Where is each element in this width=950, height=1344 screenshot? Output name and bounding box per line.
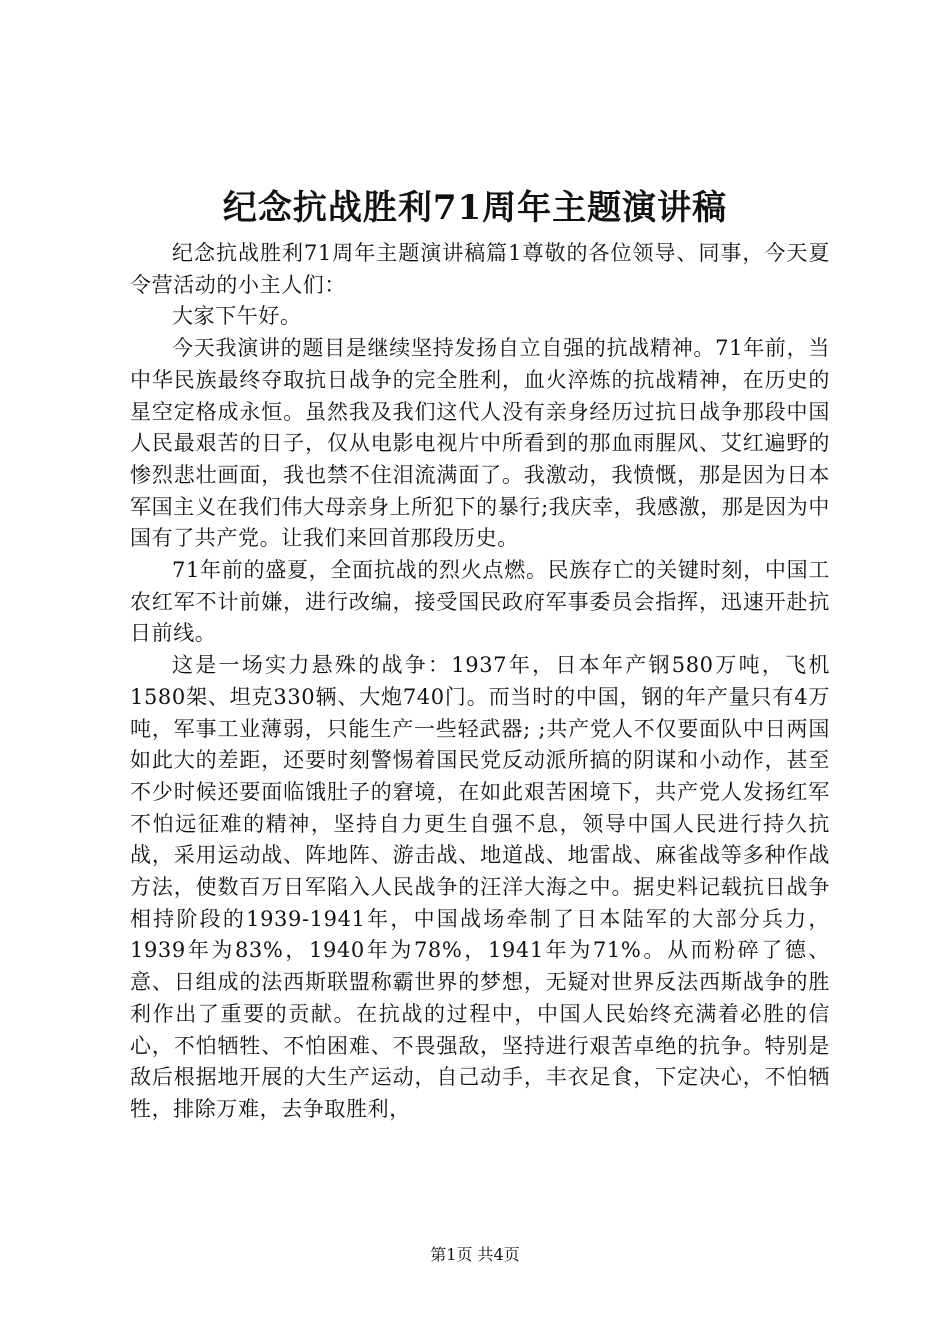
document-title: 纪念抗战胜利71周年主题演讲稿: [222, 188, 728, 228]
paragraph-greeting: 大家下午好。: [172, 304, 302, 329]
document-body: [130, 238, 830, 1126]
paragraph-war-comparison: 这是一场实力悬殊的战争：1937年，日本年产钢580万吨，飞机1580架、坦克330辆、大炮740门。而当时的中国，钢的年产量只有4万吨，军事工业薄弱，只能生产一些轻武器; ;共产党人不仅要面队中日两国如此大的差距，还要时刻警惕着国民党反动派所搞的阴谋和小动作，甚至不少时候还要面临饿肚子的窘境，在如此艰苦困境下，共产党人发扬红军不怕远征难的精神，坚持自力更生自强不息，领导中国人民进行持久抗战，采用运动战、阵地阵、游击战、地道战、地雷战、麻雀战等多种作战方法，使数百万日军陷入人民战争的汪洋大海之中。据史料记载抗日战争相持阶段的1939-1941年，中国战场牵制了日本陆军的大部分兵力，1939年为83%，1940年为78%，1941年为71%。从而粉碎了德、意、日组成的法西斯联盟称霸世界的梦想，无疑对世界反法西斯战争的胜利作出了重要的贡献。在抗战的过程中，中国人民始终充满着必胜的信心，不怕牺牲、不怕困难、不畏强敌，坚持进行艰苦卓绝的抗争。特别是敌后根据地开展的大生产运动，自己动手，丰衣足食，下定决心，不怕牺牲，排除万难，去争取胜利，: [130, 653, 830, 1121]
paragraph-history: 71年前的盛夏，全面抗战的烈火点燃。民族存亡的关键时刻，中国工农红军不计前嫌，进行改编，接受国民政府军事委员会指挥，迅速开赴抗日前线。: [130, 558, 830, 646]
paragraph-salutation: 纪念抗战胜利71周年主题演讲稿篇1尊敬的各位领导、同事，今天夏令营活动的小主人们：: [130, 241, 830, 297]
page-number-footer: 第1页 共4页: [430, 1245, 520, 1264]
paragraph-topic: 今天我演讲的题目是继续坚持发扬自立自强的抗战精神。71年前，当中华民族最终夺取抗日战争的完全胜利，血火淬炼的抗战精神，在历史的星空定格成永恒。虽然我及我们这代人没有亲身经历过抗日战争那段中国人民最艰苦的日子，仅从电影电视片中所看到的那血雨腥风、艾红遍野的惨烈悲壮画面，我也禁不住泪流满面了。我激动，我愤慨，那是因为日本军国主义在我们伟大母亲身上所犯下的暴行;我庆幸，我感激，那是因为中国有了共产党。让我们来回首那段历史。: [130, 336, 830, 551]
